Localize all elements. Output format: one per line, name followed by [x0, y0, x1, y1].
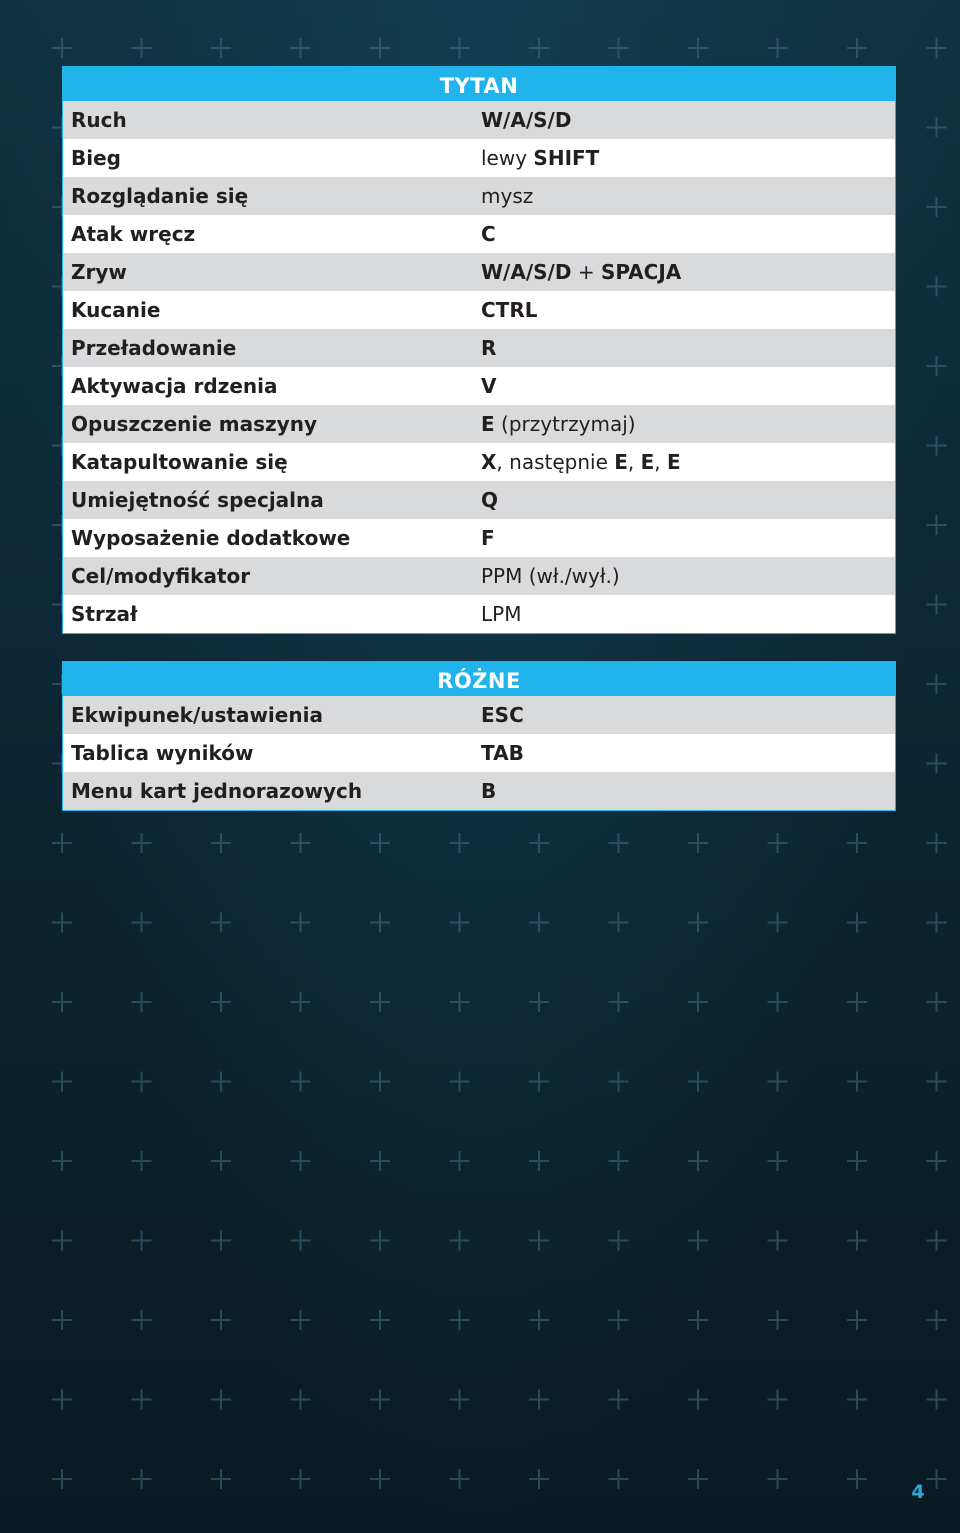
action-label: Ekwipunek/ustawienia [71, 703, 323, 727]
action-label: Menu kart jednorazowych [71, 779, 363, 803]
table-row [63, 405, 895, 443]
key-binding-part: (przytrzymaj) [494, 412, 636, 436]
table-row [63, 481, 895, 519]
key-binding [481, 298, 537, 322]
action-label: Aktywacja rdzenia [71, 374, 278, 398]
key-binding-part: E [640, 450, 655, 474]
key-binding-part: F [481, 526, 495, 550]
key-binding [481, 703, 524, 727]
table-row [63, 696, 895, 734]
key-binding-part: V [481, 374, 497, 398]
action-label: Zryw [71, 260, 127, 284]
key-binding-part: , następnie [496, 450, 615, 474]
table-row [63, 139, 895, 177]
key-binding [481, 602, 521, 626]
key-binding-part: W/A/S/D [481, 108, 572, 132]
action-label: Katapultowanie się [71, 450, 288, 474]
key-binding-part: , [627, 450, 641, 474]
key-binding-part: lewy [481, 146, 534, 170]
key-binding-part: TAB [481, 741, 524, 765]
table-row [63, 367, 895, 405]
key-binding-part: ESC [481, 703, 524, 727]
key-binding [481, 222, 496, 246]
key-binding [481, 108, 571, 132]
key-binding [481, 184, 533, 208]
table-row [63, 101, 895, 139]
table-row [63, 253, 895, 291]
key-binding [481, 336, 496, 360]
table-row [63, 291, 895, 329]
key-binding-part: CTRL [481, 298, 538, 322]
key-binding-part: E [667, 450, 681, 474]
key-binding-part: PPM (wł./wył.) [481, 564, 620, 588]
table-row [63, 215, 895, 253]
key-binding [481, 146, 599, 170]
key-binding [481, 741, 524, 765]
table-row [63, 595, 895, 633]
action-label: Kucanie [71, 298, 161, 322]
key-binding-part: B [481, 779, 497, 803]
table-row [63, 772, 895, 810]
table-row [63, 177, 895, 215]
action-label: Przeładowanie [71, 336, 237, 360]
key-binding-part: mysz [481, 184, 534, 208]
key-binding-part: E [614, 450, 628, 474]
table-row [63, 519, 895, 557]
action-label: Rozglądanie się [71, 184, 249, 208]
action-label: Ruch [71, 108, 127, 132]
key-binding-part: Q [481, 488, 499, 512]
action-label: Atak wręcz [71, 222, 196, 246]
table-row [63, 734, 895, 772]
key-binding [481, 412, 636, 436]
action-label: Opuszczenie maszyny [71, 412, 317, 436]
key-binding [481, 779, 496, 803]
key-binding [481, 260, 681, 284]
tytan-controls-table [62, 66, 896, 634]
tytan-table-title: TYTAN [63, 67, 895, 101]
action-label: Wyposażenie dodatkowe [71, 526, 351, 550]
page-number: 4 [911, 1481, 925, 1503]
rozne-controls-table [62, 661, 896, 811]
key-binding-part: SPACJA [600, 260, 682, 284]
action-label: Cel/modyfikator [71, 564, 251, 588]
action-label: Tablica wyników [71, 741, 254, 765]
key-binding [481, 564, 620, 588]
key-binding-part: SHIFT [533, 146, 600, 170]
key-binding-part: , [654, 450, 668, 474]
action-label: Bieg [71, 146, 121, 170]
action-label: Umiejętność specjalna [71, 488, 324, 512]
key-binding [481, 488, 498, 512]
key-binding-part: X [481, 450, 497, 474]
key-binding [481, 526, 495, 550]
key-binding-part: LPM [481, 602, 522, 626]
key-binding-part: + [571, 260, 601, 284]
key-binding-part: W/A/S/D [481, 260, 572, 284]
rozne-table-title: RÓŻNE [63, 662, 895, 696]
key-binding-part: C [481, 222, 496, 246]
key-binding-part: E [481, 412, 495, 436]
action-label: Strzał [71, 602, 138, 626]
key-binding [481, 374, 496, 398]
rozne-rows [63, 696, 895, 810]
table-row [63, 329, 895, 367]
table-row [63, 443, 895, 481]
tytan-rows [63, 101, 895, 633]
key-binding [481, 450, 681, 474]
table-row [63, 557, 895, 595]
key-binding-part: R [481, 336, 497, 360]
